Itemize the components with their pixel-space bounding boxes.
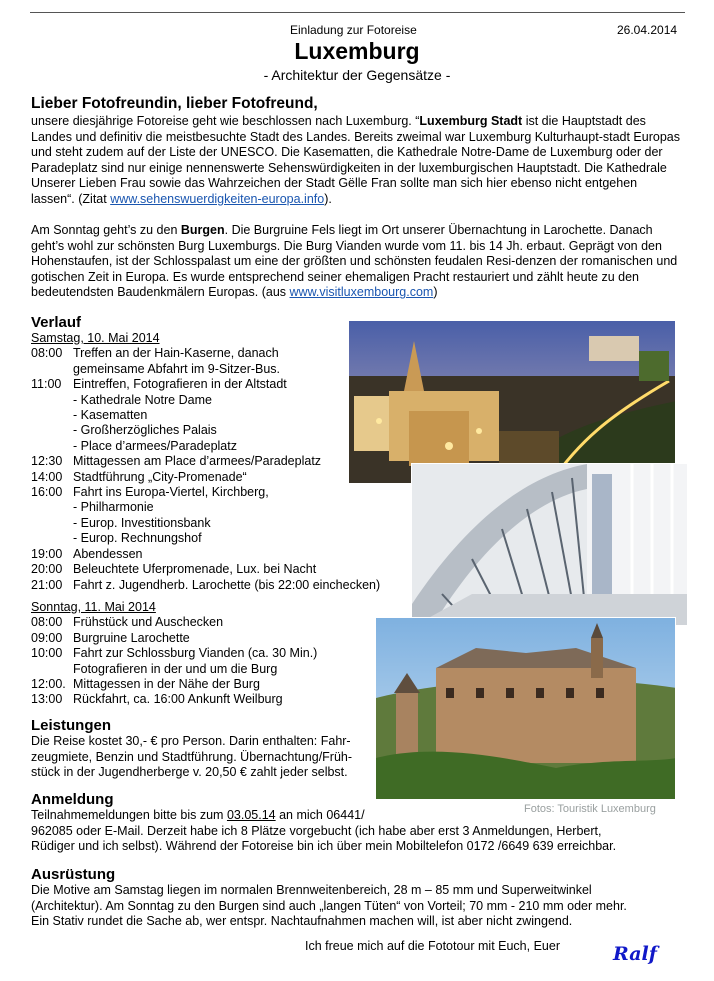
photo-philharmonie	[411, 463, 688, 626]
schedule-time: 10:00	[31, 646, 63, 661]
schedule-text: Eintreffen, Fotografieren in der Altstadt	[73, 377, 287, 392]
schedule-text: gemeinsame Abfahrt im 9-Sitzer-Bus.	[73, 361, 281, 376]
signature: Ralf	[613, 943, 657, 965]
schedule-text: Mittagessen in der Nähe der Burg	[73, 677, 260, 692]
schedule-row	[31, 408, 391, 423]
intro-paragraph-1: unsere diesjährige Fotoreise geht wie beschlossen nach Luxemburg. “Luxemburg Stadt ist die Hauptstadt des Landes und definitiv die meistbesuchte Stadt des Landes. Bereits zweimal war Luxemburg Kulturhaupt-stadt Europas und steht zudem auf der Liste der UNESCO. Die Kasematten, die Kathedrale Notre-Dame de Luxemburg oder der Paradeplatz sind nur einige nennenswerte Sehenswürdigkeiten in der luxemburgischen Hauptstadt. Die Kathedrale Unserer Lieben Frau sowie das Wahrzeichen der Stadt Gëlle Fran sollte man sich hier ebenso nicht entgehen lassen“. (Zitat www.sehenswuerdigkeiten-europa.info).	[31, 114, 680, 206]
schedule-time: 11:00	[31, 377, 62, 392]
registration-deadline: 03.05.14	[226, 808, 276, 822]
schedule-row	[31, 362, 391, 377]
schedule-row	[31, 531, 391, 546]
schedule-text: Fotografieren in der und um die Burg	[73, 661, 278, 676]
top-rule	[30, 12, 685, 13]
schedule-row	[31, 454, 391, 469]
schedule-time	[31, 408, 73, 423]
schedule-text: Frühstück und Auschecken	[73, 615, 224, 630]
schedule-row	[31, 562, 391, 577]
schedule-row	[31, 393, 391, 408]
document-date: 26.04.2014	[617, 23, 678, 37]
ausruestung-heading: Ausrüstung	[31, 866, 116, 883]
schedule-row	[31, 662, 391, 677]
source-link-sehenswuerdigkeiten[interactable]: www.sehenswuerdigkeiten-europa.info	[110, 191, 325, 206]
schedule-text: Fahrt ins Europa-Viertel, Kirchberg,	[73, 485, 269, 500]
schedule-time: 20:00	[31, 562, 63, 577]
schedule-row	[31, 615, 391, 630]
header-row	[0, 23, 714, 39]
schedule-text: - Europ. Rechnungshof	[73, 531, 202, 546]
schedule-row	[31, 485, 391, 500]
day2-label: Sonntag, 11. Mai 2014	[31, 600, 156, 614]
schedule-row	[31, 547, 391, 562]
schedule-row	[31, 631, 391, 646]
invitation-label: Einladung zur Fotoreise	[290, 23, 417, 37]
photo-vianden-castle	[375, 617, 676, 800]
intro-paragraph-2: Am Sonntag geht’s zu den Burgen. Die Burgruine Fels liegt im Ort unserer Übernachtung in Larochette. Danach geht’s wohl zur schönsten Burg Luxemburgs. Die Burg Vianden wurde vom 11. bis 14 Jh. erbaut. Geprägt von den Hohenstaufen, ist der Schlosspalast um eine der größten und schönsten feudalen Resi-denzen der romanischen und gotischen Zeit in Europa. Es wurde entsprechend seiner ehemaligen Pracht restauriert und zählt heute zu den bedeutendsten Baudenkmälern Europas. (aus www.visitluxembourg.com)	[31, 223, 678, 300]
schedule-time	[31, 393, 73, 408]
schedule-row	[31, 692, 391, 707]
schedule-text: - Großherzögliches Palais	[73, 423, 217, 438]
schedule-text: Treffen an der Hain-Kaserne, danach	[73, 346, 279, 361]
closing-line: Ich freue mich auf die Fototour mit Euch, Euer	[305, 939, 560, 953]
schedule-time: 13:00	[31, 692, 63, 707]
ausruestung-text: Die Motive am Samstag liegen im normalen Brennweitenbereich, 28 m – 85 mm und Superweitwinkel (Architektur). Am Sonntag zu den Burgen sind auch „langen Tüten“ von Vorteil; 70 mm - 210 mm oder mehr. Ein Stativ rundet die Sache ab, wer entspr. Nachtaufnahmen machen will, ist aber nicht zwingend.	[31, 883, 627, 929]
anmeldung-heading: Anmeldung	[31, 791, 114, 808]
schedule-text: Burgruine Larochette	[73, 630, 190, 645]
schedule-row	[31, 500, 391, 515]
photo-credit: Fotos: Touristik Luxemburg	[524, 803, 656, 815]
leistungen-heading: Leistungen	[31, 717, 112, 734]
schedule-time: 12:00.	[31, 677, 66, 692]
photo-luxembourg-night	[348, 320, 676, 484]
schedule-row	[31, 646, 391, 661]
schedule-time: 09:00	[31, 630, 63, 645]
schedule-row	[31, 470, 391, 485]
schedule-time	[31, 423, 73, 438]
source-link-visitluxembourg[interactable]: www.visitluxembourg.com	[289, 285, 434, 300]
schedule-time	[31, 531, 73, 546]
schedule-text: Mittagessen am Place d’armees/Paradeplatz	[73, 454, 322, 469]
schedule-time	[31, 516, 73, 531]
schedule-text: - Philharmonie	[73, 500, 154, 515]
schedule-text: - Europ. Investitionsbank	[73, 515, 211, 530]
day1-label: Samstag, 10. Mai 2014	[31, 331, 160, 345]
anmeldung-text: Teilnahmemeldungen bitte bis zum 03.05.14 an mich 06441/ 962085 oder E-Mail. Derzeit habe ich 8 Plätze vorgebucht (ich habe aber erst 3 Anmeldungen, Herbert, Rüdiger und ich selbst). Während der Fotoreise bin ich über mein Mobiltelefon 0172 /6649 639 erreichbar.	[31, 808, 617, 854]
schedule-text: Abendessen	[73, 546, 143, 561]
verlauf-heading: Verlauf	[31, 314, 82, 331]
schedule-time: 21:00	[31, 577, 63, 592]
schedule-row	[31, 346, 391, 361]
schedule-time	[31, 362, 73, 377]
greeting: Lieber Fotofreundin, lieber Fotofreund,	[31, 95, 318, 112]
page-title: Luxemburg	[294, 38, 420, 64]
schedule-text: Stadtführung „City-Promenade“	[73, 469, 247, 484]
schedule-time	[31, 500, 73, 515]
page-subtitle: - Architektur der Gegensätze -	[263, 67, 451, 83]
schedule-row	[31, 423, 391, 438]
schedule-text: - Kathedrale Notre Dame	[73, 392, 212, 407]
leistungen-text: Die Reise kostet 30,- € pro Person. Darin enthalten: Fahr- zeugmiete, Benzin und Stadtführung. Übernachtung/Früh- stück in der Jugendherberge v. 20,50 € zahlt jeder selbst.	[31, 734, 353, 780]
schedule-day2	[31, 600, 391, 708]
schedule-time: 19:00	[31, 546, 63, 561]
schedule-row	[31, 377, 391, 392]
schedule-time: 14:00	[31, 469, 63, 484]
schedule-time: 08:00	[31, 615, 63, 630]
schedule-time: 08:00	[31, 346, 63, 361]
schedule-time	[31, 439, 73, 454]
schedule-text: Fahrt zur Schlossburg Vianden (ca. 30 Min.)	[73, 646, 318, 661]
schedule-time: 16:00	[31, 485, 63, 500]
schedule-day1	[31, 331, 391, 593]
schedule-row	[31, 516, 391, 531]
schedule-time: 12:30	[31, 454, 63, 469]
schedule-text: - Place d’armees/Paradeplatz	[73, 438, 237, 453]
schedule-row	[31, 677, 391, 692]
schedule-text: Fahrt z. Jugendherb. Larochette (bis 22:00 einchecken)	[73, 577, 381, 592]
schedule-row	[31, 578, 391, 593]
schedule-text: - Kasematten	[73, 408, 148, 423]
schedule-text: Beleuchtete Uferpromenade, Lux. bei Nacht	[73, 562, 317, 577]
schedule-row	[31, 439, 391, 454]
schedule-time	[31, 662, 73, 677]
schedule-text: Rückfahrt, ca. 16:00 Ankunft Weilburg	[73, 692, 283, 707]
